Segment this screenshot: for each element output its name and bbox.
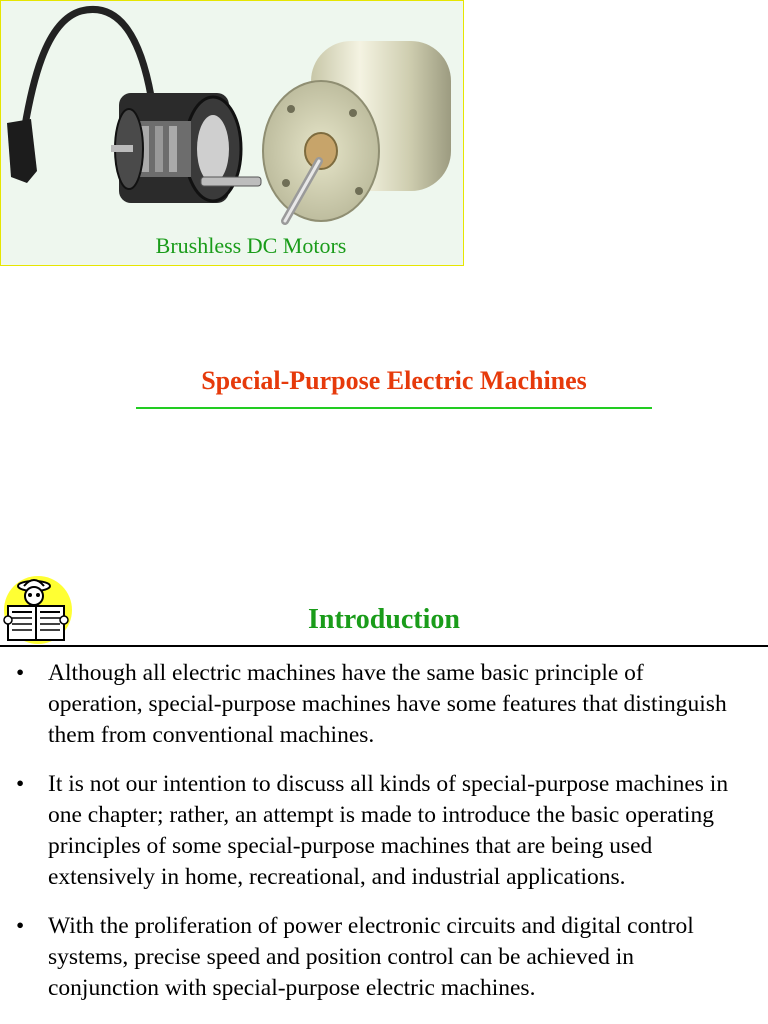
image-caption: Brushless DC Motors [155,233,347,258]
bullet-text: Although all electric machines have the same basic principle of operation, special-purpose machines have some features that distinguish them from conventional machines. [48,660,727,748]
bullet-marker: • [16,913,25,939]
bullet-text: With the proliferation of power electronic circuits and digital control systems, precise speed and position control can be achieved in conjunction with special-purpose electric machines. [48,913,694,1001]
bullet-item [0,769,768,893]
bullet-item [0,658,768,751]
brushless-dc-motor-photo [1,1,464,231]
motor-image-panel [0,0,464,266]
bullet-list [0,658,768,1022]
bullet-text: It is not our intention to discuss all kinds of special-purpose machines in one chapter; rather, an attempt is made to introduce the basic operating principles of some special-purpose machines that are being used extensively in home, recreational, and industrial applications. [48,771,729,890]
bullet-marker: • [16,660,25,686]
title-underline [136,407,652,409]
bullet-item [0,911,768,1004]
section-title: Introduction [308,604,460,635]
slide-title: Special-Purpose Electric Machines [201,366,587,395]
section-divider [0,645,768,647]
bullet-marker: • [16,771,25,797]
